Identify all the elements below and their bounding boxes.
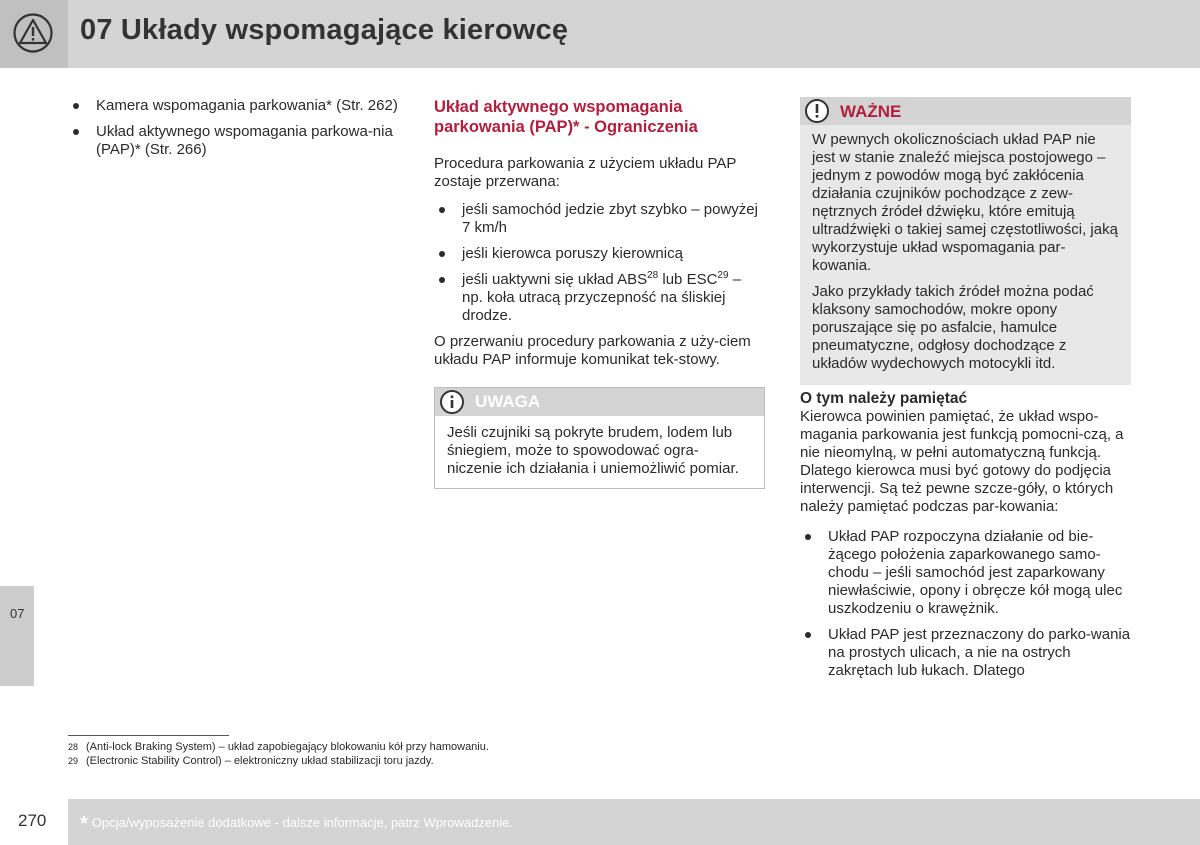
list-item: Układ aktywnego wspomagania parkowa-nia (PAP)* (Str. 266) xyxy=(68,123,404,159)
list-item: Układ PAP jest przeznaczony do parko-wania na prostych ulicach, a nie na ostrych zakrętach lub łukach. Dlatego xyxy=(800,626,1131,680)
sub-heading: O tym należy pamiętać xyxy=(800,390,968,407)
after-paragraph: O przerwaniu procedury parkowania z uży-ciem układu PAP informuje komunikat tek-stowy. xyxy=(434,333,751,368)
footer-note: * Opcja/wyposażenie dodatkowe - dalsze informacje, patrz Wprowadzenie. xyxy=(80,813,514,835)
chapter-header xyxy=(0,0,1200,68)
important-box xyxy=(800,97,1131,385)
footnote-ref: 28 xyxy=(647,270,659,281)
important-label: WAŻNE xyxy=(840,102,902,121)
chapter-side-tab xyxy=(0,586,34,686)
footnote: 28 (Anti-lock Braking System) – układ zapobiegający blokowaniu kół przy hamowaniu. xyxy=(68,741,489,753)
section-heading: Układ aktywnego wspomagania parkowania (PAP)* - Ograniczenia xyxy=(434,98,698,136)
info-icon xyxy=(439,389,465,415)
list-item: jeśli samochód jedzie zbyt szybko – powyżej 7 km/h xyxy=(434,201,765,237)
note-box xyxy=(434,387,765,489)
note-body: Jeśli czujniki są pokryte brudem, lodem lub śniegiem, może to spowodować ogra-niczenie ich działania i uniemożliwić pomiar. xyxy=(447,424,739,477)
page-number: 270 xyxy=(18,811,47,830)
intro-paragraph: Procedura parkowania z użyciem układu PAP zostaje przerwana: xyxy=(434,155,737,190)
right-column xyxy=(800,390,1131,688)
footnote: 29 (Electronic Stability Control) – elektroniczny układ stabilizacji toru jazdy. xyxy=(68,755,434,767)
page-title: 07 Układy wspomagające kierowcę xyxy=(80,14,569,46)
page-footer xyxy=(0,799,1200,845)
right-paragraph: Kierowca powinien pamiętać, że układ wspo-magania parkowania jest funkcją pomocni-czą, a nie nieomylną, w pełni automatyczną funkcją. Dlatego kierowca musi być gotowy do podjęcia interwencji. Są też pewne szcze-góły, o których należy pamiętać podczas par-kowania: xyxy=(800,408,1124,515)
chapter-tab-label: 07 xyxy=(10,606,25,621)
page-number-box xyxy=(0,799,68,845)
important-box-header xyxy=(800,97,1131,125)
note-box-header xyxy=(435,388,764,416)
important-body: W pewnych okolicznościach układ PAP nie jest w stanie znaleźć miejsca postojowego – jednym z powodów mogą być zakłócenia działania czujników pochodzące z zew-nętrznych źródeł dźwięku, które emitują ultradźwięki o takiej samej częstotliwości, jaką wykorzystuje układ wspomagania par-kowania. Jako przykłady takich źródeł można podać klaksony samochodów, mokre opony poruszające się po asfalcie, hamulce pneumatyczne, odgłosy dochodzące z układów wydechowych motocykli itd. xyxy=(812,131,1118,372)
exclamation-icon xyxy=(804,98,830,124)
header-icon-box xyxy=(0,0,68,68)
list-item: jeśli uaktywni się układ ABS$^{28}$ lub ESC$^{29}$ – np. koła utracą przyczepność na śliskiej drodze. xyxy=(434,271,765,325)
list-item: Układ PAP rozpoczyna działanie od bie-żącego położenia zaparkowanego samo-chodu – jeśli samochód jest zaparkowany niewłaściwie, opony i obręcze kół mogą ulec uszkodzeniu o krawężnik. xyxy=(800,528,1131,618)
asterisk-mark: * xyxy=(80,813,88,835)
right-bullet-list xyxy=(800,528,1131,680)
note-label: UWAGA xyxy=(475,392,541,411)
left-bullet-list xyxy=(68,97,404,159)
middle-bullet-list xyxy=(434,201,765,325)
list-item: Kamera wspomagania parkowania* (Str. 262) xyxy=(68,97,404,115)
footnote-ref: 29 xyxy=(717,270,729,281)
footnote-divider xyxy=(68,735,229,736)
footnotes xyxy=(68,740,489,768)
middle-column xyxy=(434,97,765,489)
warning-triangle-icon xyxy=(13,13,53,53)
left-column xyxy=(68,97,404,167)
list-item: jeśli kierowca poruszy kierownicą xyxy=(434,245,765,263)
